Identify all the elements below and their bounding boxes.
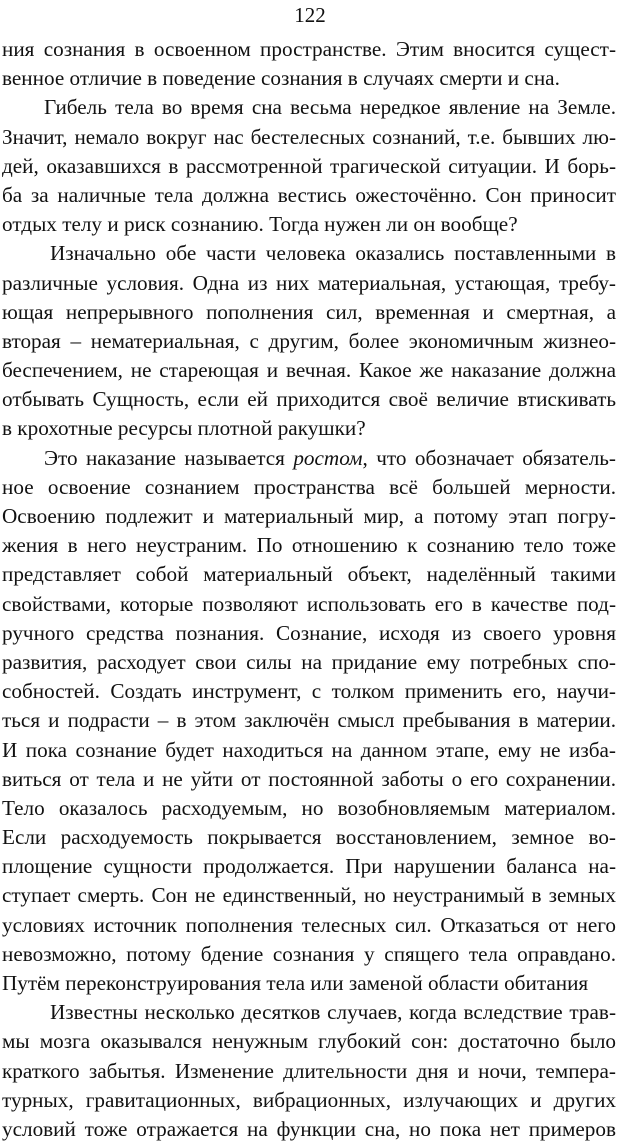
text-line: собностей. Создать инструмент, с толком применить его, научи- [2,679,616,704]
body-text [2,35,616,1144]
text-line: условий тоже отражается на функции сна, но пока нет примеров [2,1116,616,1141]
text-line: площение сущности продолжается. При нарушении баланса на- [2,854,616,879]
text-line: И пока сознание будет находиться на данном этапе, ему не изба- [2,737,616,762]
text-line: Тело оказалось расходуемым, но возобновляемым материалом. [2,795,616,820]
paragraph-first-line: Гибель тела во время сна весьма нередкое явление на Земле. [44,95,616,120]
paragraph-first-line: Изначально обе части человека оказались поставленными в [50,241,616,266]
paragraph-first-line: Известны несколько десятков случаев, когда вследствие трав- [50,1000,616,1025]
text-line: отбывать Сущность, если ей приходится своё величие втискивать [2,387,616,412]
text-line: беспечением, не стареющая и вечная. Какое же наказание должна [2,358,616,383]
text-line: ния сознания в освоенном пространстве. Этим вносится сущест- [2,37,616,61]
text-line: ба за наличные тела должна вестись ожесточённо. Сон приносит [2,182,616,207]
text-line: различные условия. Одна из них материальная, устающая, требу- [2,270,616,295]
text-line: Освоению подлежит и материальный мир, а потому этап погру- [2,504,616,528]
text-line: Путём переконструирования тела или заменой области обитания [2,971,589,995]
text-fragment: , что обозначает обязатель- [362,445,616,470]
text-line: вторая – нематериальная, с другим, более экономичным жизнео- [2,328,616,353]
text-line: в крохотные ресурсы плотной ракушки? [2,416,366,441]
text-line: Значит, немало вокруг нас бестелесных сознаний, т.е. бывших лю- [2,124,616,149]
text-line: ное освоение сознанием пространства всё большей мерности. [2,474,616,499]
text-line: дей, оказавшихся в рассмотренной трагической ситуации. И борь- [2,153,616,178]
text-line: венное отличие в поведение сознания в случаях смерти и сна. [2,66,560,91]
emphasized-term: ростом [293,445,363,470]
text-line: виться от тела и не уйти от постоянной заботы о его сохранении. [2,766,616,791]
paragraph-first-line [2,444,616,473]
text-line: ступает смерть. Сон не единственный, но неустранимый в земных [2,883,616,908]
text-line: краткого забытья. Изменение длительности дня и ночи, темпера- [2,1058,616,1083]
text-line: мы мозга оказывался ненужным глубокий сон: достаточно было [2,1029,616,1054]
text-line: развития, расходует свои силы на придание ему потребных спо- [2,649,616,674]
text-line: условиях источник пополнения телесных сил. Отказаться от него [2,912,616,937]
text-line: Если расходуемость покрывается восстановлением, земное во- [2,825,616,850]
text-line: ручного средства познания. Сознание, исходя из своего уровня [2,620,616,645]
page-number: 122 [294,3,326,27]
text-line: ться и подрасти – в этом заключён смысл пребывания в материи. [2,708,616,733]
text-line: невозможно, потому бдение сознания у спящего тела оправдано. [2,941,616,966]
text-line: ющая непрерывного пополнения сил, временная и смертная, а [2,299,616,324]
text-line: представляет собой материальный объект, наделённый такими [2,562,616,587]
text-line: свойствами, которые позволяют использовать его в качестве под- [2,591,616,616]
text-line: отдых телу и риск сознанию. Тогда нужен ли он вообще? [2,212,518,237]
text-line: жения в него неустраним. По отношению к сознанию тело тоже [2,533,616,558]
text-fragment: Это наказание называется [44,445,294,470]
text-line: турных, гравитационных, вибрационных, излучающих и других [2,1087,616,1112]
